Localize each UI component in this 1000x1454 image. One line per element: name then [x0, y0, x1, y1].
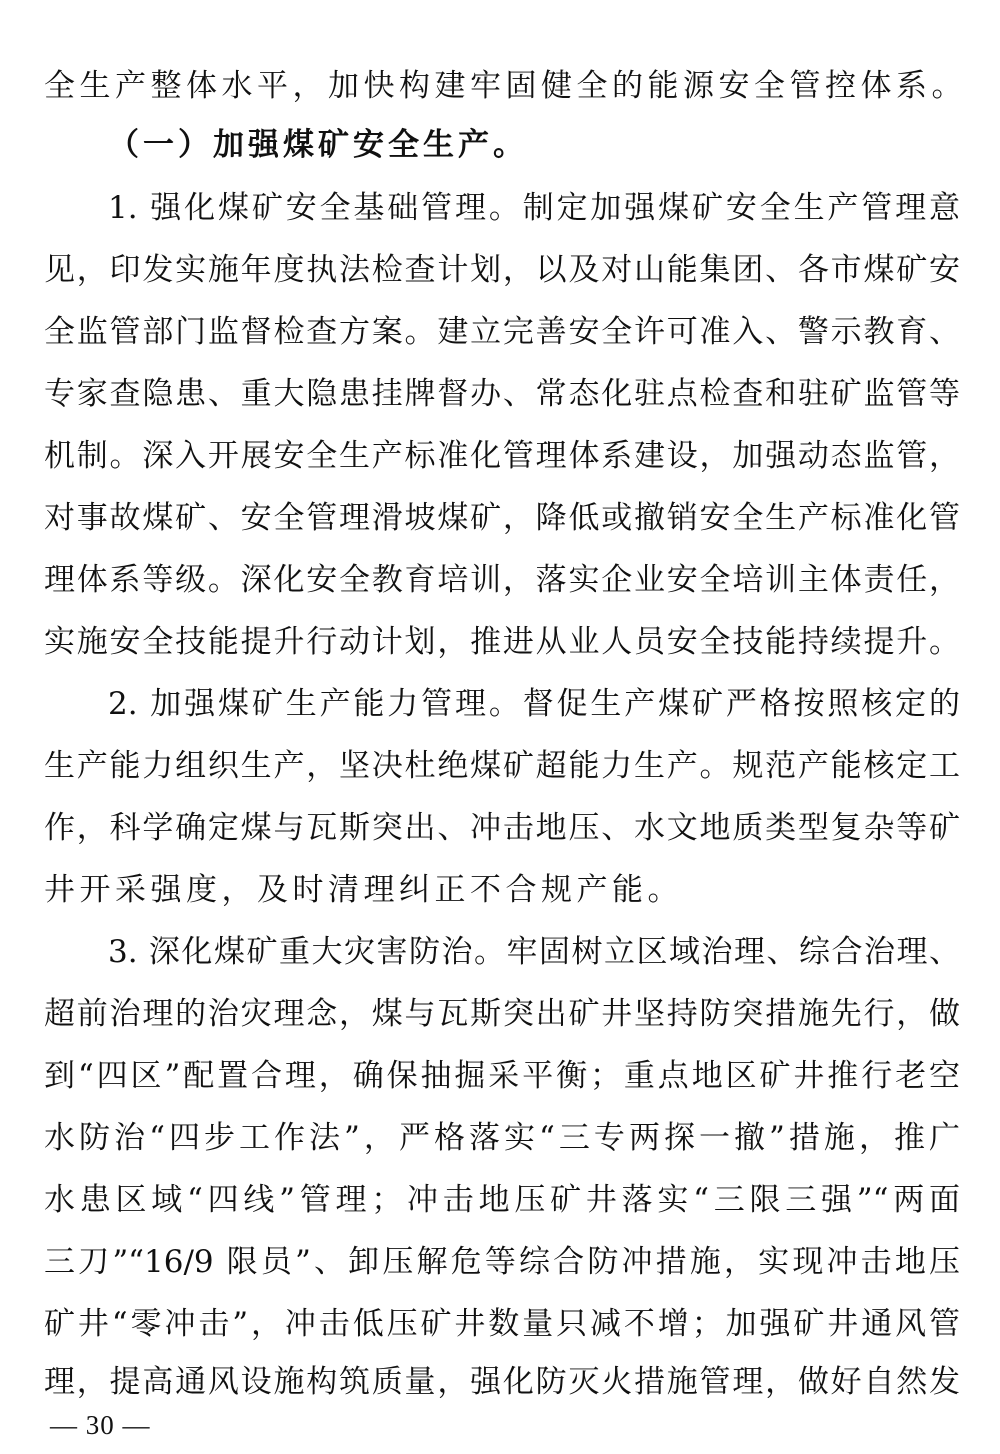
text-line: 水防治“四步工作法”，严格落实“三专两探一撤”措施，推广: [44, 1120, 960, 1156]
text-line: 矿井“零冲击”，冲击低压矿井数量只减不增；加强矿井通风管: [44, 1306, 960, 1342]
text-line: 见，印发实施年度执法检查计划，以及对山能集团、各市煤矿安: [44, 252, 960, 288]
text-line: 1. 强化煤矿安全基础管理。制定加强煤矿安全生产管理意: [108, 190, 960, 226]
text-line: 全生产整体水平，加快构建牢固健全的能源安全管控体系。: [44, 68, 967, 104]
text-line: 三刀”“16/9 限员”、卸压解危等综合防冲措施，实现冲击地压: [44, 1244, 960, 1280]
text-line: 3. 深化煤矿重大灾害防治。牢固树立区域治理、综合治理、: [108, 934, 960, 970]
text-line: 实施安全技能提升行动计划，推进从业人员安全技能持续提升。: [44, 624, 960, 660]
text-line: 全监管部门监督检查方案。建立完善安全许可准入、警示教育、: [44, 314, 960, 350]
text-line: 到“四区”配置合理，确保抽掘采平衡；重点地区矿井推行老空: [44, 1058, 960, 1094]
page-number: — 30 —: [50, 1410, 151, 1440]
section-heading: （一）加强煤矿安全生产。: [108, 127, 528, 163]
text-line: 对事故煤矿、安全管理滑坡煤矿，降低或撤销安全生产标准化管: [44, 500, 960, 536]
text-line: 2. 加强煤矿生产能力管理。督促生产煤矿严格按照核定的: [108, 686, 960, 722]
text-line: 理，提高通风设施构筑质量，强化防灭火措施管理，做好自然发: [44, 1364, 960, 1400]
text-line: 作，科学确定煤与瓦斯突出、冲击地压、水文地质类型复杂等矿: [44, 810, 960, 846]
text-line: 生产能力组织生产，坚决杜绝煤矿超能力生产。规范产能核定工: [44, 748, 960, 784]
text-line: 机制。深入开展安全生产标准化管理体系建设，加强动态监管，: [44, 438, 960, 474]
text-line: 超前治理的治灾理念，煤与瓦斯突出矿井坚持防突措施先行，做: [44, 996, 960, 1032]
text-line: 理体系等级。深化安全教育培训，落实企业安全培训主体责任，: [44, 562, 960, 598]
text-line: 井开采强度，及时清理纠正不合规产能。: [44, 872, 683, 908]
text-line: 专家查隐患、重大隐患挂牌督办、常态化驻点检查和驻矿监管等: [44, 376, 960, 412]
text-line: 水患区域“四线”管理；冲击地压矿井落实“三限三强”“两面: [44, 1182, 960, 1218]
